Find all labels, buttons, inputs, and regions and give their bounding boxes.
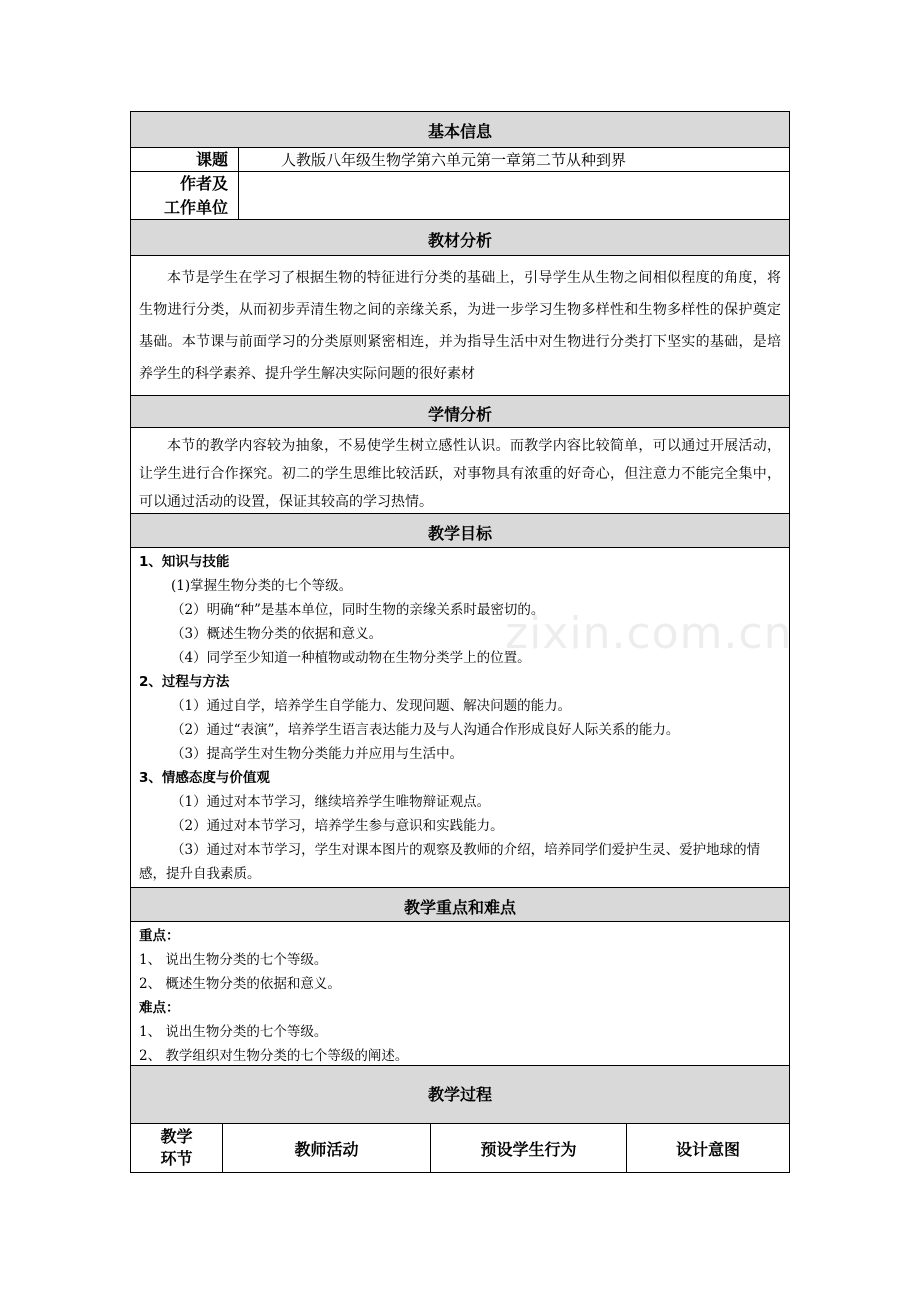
goal-item: （3）概述生物分类的依据和意义。	[171, 626, 383, 642]
goal-section-title: 3、情感态度与价值观	[139, 770, 270, 786]
material-line: 生物多样性的保护奠定基础。本节课与前面学习的分类原则紧密相连，并为指导生活中对生	[139, 302, 782, 350]
material-line: 的角度，将生物进行分类，从而初步弄清生物之间的亲缘关系，为进一步学习生物多样性和	[139, 270, 782, 318]
section-header-goals: 教学目标	[130, 513, 790, 547]
key-title: 重点：	[139, 928, 180, 944]
goal-item: （1）通过自学，培养学生自学能力、发现问题、解决问题的能力。	[171, 698, 572, 714]
author-value	[239, 172, 789, 219]
author-row	[130, 171, 790, 219]
goal-item: （2）通过对本节学习，培养学生参与意识和实践能力。	[171, 818, 504, 834]
learner-line: 开展活动，让学生进行合作探究。初二的学生思维比较活跃，对事物具有浓重的好奇心，但	[139, 438, 782, 482]
author-label-line1: 作者及	[179, 174, 228, 193]
col-teacher-activity: 教师活动	[223, 1124, 431, 1172]
section-header-learner: 学情分析	[130, 395, 790, 427]
author-label	[131, 172, 239, 219]
section-header-basic-info: 基本信息	[130, 111, 790, 147]
section-header-material: 教材分析	[130, 219, 790, 255]
col-student-behavior: 预设学生行为	[431, 1124, 627, 1172]
goal-item: （2）通过“表演”，培养学生语言表达能力及与人沟通合作形成良好人际关系的能力。	[171, 722, 680, 738]
material-line: 本节是学生在学习了根据生物的特征进行分类的基础上，引导学生从生物之间相似程度	[167, 270, 710, 286]
material-line: 物进行分类打下坚实的基础，是培养学生的科学素养、提升学生解决实际问题的很好素材	[139, 334, 782, 382]
goal-section-title: 2、过程与方法	[139, 674, 230, 690]
material-body	[130, 255, 790, 395]
goals-list	[131, 548, 789, 882]
author-label-line2: 工作单位	[163, 198, 228, 217]
learner-body	[130, 427, 790, 513]
col-design-intent: 设计意图	[675, 1139, 740, 1159]
goal-item: （1）通过对本节学习，继续培养学生唯物辩证观点。	[171, 794, 491, 810]
learner-line: 本节的教学内容较为抽象，不易使学生树立感性认识。而教学内容比较简单，可以通过	[167, 438, 710, 454]
keypoints-list	[131, 924, 789, 1068]
key-item: 2、 概述生物分类的依据和意义。	[139, 976, 341, 992]
goal-item: （2）明确“种”是基本单位，同时生物的亲缘关系时最密切的。	[171, 602, 545, 618]
material-paragraph	[131, 262, 789, 390]
col-teaching-stage	[131, 1124, 223, 1172]
lesson-plan-table	[130, 111, 790, 1173]
goal-item: （4）同学至少知道一种植物或动物在生物分类学上的位置。	[171, 650, 531, 666]
goal-item: （3）提高学生对生物分类能力并应用与生活中。	[171, 746, 464, 762]
col-teaching-stage-line1: 教学	[160, 1127, 193, 1146]
goal-item: (1)掌握生物分类的七个等级。	[171, 578, 353, 594]
goal-section-title: 1、知识与技能	[139, 554, 230, 570]
learner-line: 注意力不能完全集中，可以通过活动的设置，保证其较高的学习热情。	[139, 466, 782, 510]
topic-value: 人教版八年级生物学第六单元第一章第二节从种到界	[281, 151, 627, 169]
learner-paragraph	[131, 432, 789, 516]
key-item: 1、 说出生物分类的七个等级。	[139, 952, 328, 968]
process-columns-row	[130, 1123, 790, 1173]
watermark: zixin.com.cn	[505, 608, 793, 659]
col-teaching-stage-line2: 环节	[160, 1149, 193, 1168]
keypoints-body	[130, 921, 790, 1065]
topic-label: 课题	[131, 148, 239, 171]
goals-body	[130, 547, 790, 887]
section-header-keypoints: 教学重点和难点	[130, 887, 790, 921]
difficulty-item: 2、 教学组织对生物分类的七个等级的阐述。	[139, 1048, 409, 1064]
difficulty-item: 1、 说出生物分类的七个等级。	[139, 1024, 328, 1040]
difficulty-title: 难点：	[139, 1000, 180, 1016]
goal-item: （3）通过对本节学习，学生对课本图片的观察及教师的介绍，培养同学们爱护生灵、爱护地球的情感，提升自我素质。	[139, 842, 761, 882]
topic-row	[130, 147, 790, 171]
section-header-process: 教学过程	[130, 1065, 790, 1123]
